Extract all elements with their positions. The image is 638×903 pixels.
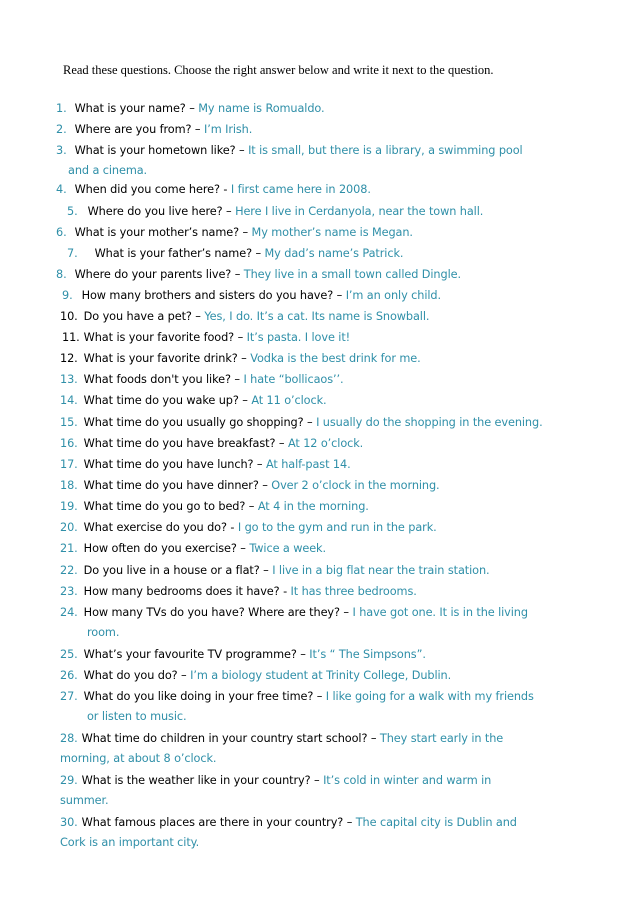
- answer-text: morning, at about 8 o’clock.: [60, 752, 217, 765]
- question-item: [60, 458, 351, 471]
- question-item: [60, 816, 517, 829]
- answer-text: I’m Irish.: [203, 123, 253, 136]
- question-number: 21.: [60, 542, 78, 555]
- question-item: [56, 226, 413, 239]
- separator: –: [307, 416, 313, 429]
- question-number: 25.: [60, 648, 78, 661]
- separator: –: [314, 774, 320, 787]
- question-number: 11.: [62, 331, 80, 344]
- question-item: [60, 690, 534, 703]
- answer-text: They live in a small town called Dingle.: [243, 268, 461, 281]
- separator: –: [181, 669, 187, 682]
- question-number: 3.: [56, 144, 67, 157]
- answer-text: I go to the gym and run in the park.: [237, 521, 437, 534]
- question-text: How many TVs do you have? Where are they?: [83, 606, 340, 619]
- question-number: 22.: [60, 564, 78, 577]
- separator: –: [242, 226, 249, 239]
- question-item: [60, 352, 421, 365]
- answer-text: I like going for a walk with my friends: [325, 690, 534, 703]
- question-number: 10.: [60, 310, 78, 323]
- separator: –: [239, 144, 245, 157]
- separator: –: [226, 205, 232, 218]
- answer-continuation: [60, 752, 216, 765]
- question-number: 12.: [60, 352, 78, 365]
- answer-text: At half-past 14.: [265, 458, 351, 471]
- question-number: 5.: [67, 205, 78, 218]
- question-item: [62, 331, 350, 344]
- question-item: [60, 542, 326, 555]
- question-item: [60, 606, 528, 619]
- question-number: 8.: [56, 268, 67, 281]
- question-text: What is your hometown like?: [74, 144, 236, 157]
- question-text: What do you do?: [83, 669, 178, 682]
- question-item: [56, 144, 523, 157]
- question-item: [62, 289, 441, 302]
- separator: –: [241, 352, 247, 365]
- instruction-text: Read these questions. Choose the right answer below and write it next to the question.: [63, 63, 494, 77]
- question-text: What is your favorite drink?: [83, 352, 238, 365]
- question-number: 27.: [60, 690, 78, 703]
- question-item: [60, 416, 543, 429]
- question-item: [60, 310, 429, 323]
- answer-continuation: [60, 794, 109, 807]
- answer-text: or listen to music.: [87, 710, 187, 723]
- answer-text: It’s “ The Simpsons”.: [309, 648, 426, 661]
- answer-text: At 11 o’clock.: [251, 394, 327, 407]
- separator: –: [189, 102, 195, 115]
- question-number: 30.: [60, 816, 78, 829]
- separator: -: [230, 521, 235, 534]
- question-item: [60, 564, 490, 577]
- question-item: [60, 774, 491, 787]
- answer-text: I usually do the shopping in the evening.: [316, 416, 543, 429]
- answer-text: My mother’s name is Megan.: [251, 226, 413, 239]
- answer-text: Here I live in Cerdanyola, near the town hall.: [235, 205, 484, 218]
- separator: -: [283, 585, 288, 598]
- question-text: Where do your parents live?: [74, 268, 232, 281]
- question-item: [60, 669, 451, 682]
- question-item: [60, 585, 417, 598]
- answer-continuation: [87, 710, 186, 723]
- separator: -: [223, 183, 228, 196]
- question-item: [60, 521, 437, 534]
- question-text: What is the weather like in your country?: [81, 774, 311, 787]
- question-number: 14.: [60, 394, 78, 407]
- answer-text: summer.: [60, 794, 109, 807]
- separator: –: [370, 732, 377, 745]
- answer-continuation: [60, 836, 199, 849]
- question-item: [60, 648, 426, 661]
- separator: –: [346, 816, 353, 829]
- question-text: What famous places are there in your country?: [81, 816, 344, 829]
- question-text: What is your mother’s name?: [74, 226, 239, 239]
- separator: –: [300, 648, 306, 661]
- question-number: 26.: [60, 669, 78, 682]
- separator: –: [262, 479, 268, 492]
- question-text: What time do you have lunch?: [83, 458, 254, 471]
- answer-text: Cork is an important city.: [60, 836, 200, 849]
- answer-text: I hate “bollicaos’’.: [243, 373, 344, 386]
- question-number: 4.: [56, 183, 67, 196]
- question-text: What is your favorite food?: [83, 331, 235, 344]
- question-text: How many bedrooms does it have?: [83, 585, 280, 598]
- question-text: What foods don't you like?: [83, 373, 231, 386]
- question-item: [67, 247, 403, 260]
- answer-text: My name is Romualdo.: [198, 102, 325, 115]
- separator: –: [343, 606, 349, 619]
- question-number: 1.: [56, 102, 67, 115]
- question-number: 23.: [60, 585, 78, 598]
- answer-text: and a cinema.: [68, 164, 148, 177]
- question-number: 6.: [56, 226, 67, 239]
- question-number: 28.: [60, 732, 78, 745]
- question-text: When did you come here?: [74, 183, 220, 196]
- separator: –: [255, 247, 262, 260]
- answer-text: It is small, but there is a library, a swimming pool: [248, 144, 523, 157]
- separator: –: [336, 289, 343, 302]
- question-text: What time do you go to bed?: [83, 500, 246, 513]
- question-number: 9.: [62, 289, 73, 302]
- answer-continuation: [87, 626, 119, 639]
- separator: –: [234, 373, 240, 386]
- answer-text: My dad’s name’s Patrick.: [264, 247, 404, 260]
- question-item: [60, 479, 440, 492]
- answer-text: I’m an only child.: [345, 289, 441, 302]
- question-text: What exercise do you do?: [83, 521, 227, 534]
- question-item: [60, 732, 503, 745]
- answer-text: Yes, I do. It’s a cat. Its name is Snowball.: [204, 310, 430, 323]
- question-text: What is your father’s name?: [94, 247, 252, 260]
- question-number: 24.: [60, 606, 78, 619]
- question-text: What’s your favourite TV programme?: [83, 648, 297, 661]
- answer-text: They start early in the: [379, 732, 504, 745]
- separator: –: [240, 542, 246, 555]
- question-text: What time do you have breakfast?: [83, 437, 276, 450]
- question-text: Where do you live here?: [87, 205, 223, 218]
- answer-text: It’s pasta. I love it!: [246, 331, 351, 344]
- question-number: 7.: [67, 247, 78, 260]
- answer-text: Vodka is the best drink for me.: [250, 352, 421, 365]
- question-item: [56, 102, 325, 115]
- answer-text: It has three bedrooms.: [290, 585, 417, 598]
- separator: –: [234, 268, 241, 281]
- separator: –: [278, 437, 285, 450]
- question-text: What time do children in your country start school?: [81, 732, 368, 745]
- answer-text: It’s cold in winter and warm in: [323, 774, 492, 787]
- answer-text: At 12 o’clock.: [287, 437, 364, 450]
- question-item: [56, 268, 461, 281]
- question-text: Do you live in a house or a flat?: [83, 564, 260, 577]
- answer-text: I have got one. It is in the living: [352, 606, 528, 619]
- separator: –: [237, 331, 244, 344]
- separator: –: [242, 394, 248, 407]
- answer-continuation: [68, 164, 147, 177]
- question-number: 20.: [60, 521, 78, 534]
- answer-text: I’m a biology student at Trinity College, Dublin.: [190, 669, 452, 682]
- question-item: [60, 373, 343, 386]
- question-text: What time do you have dinner?: [83, 479, 259, 492]
- answer-text: I first came here in 2008.: [230, 183, 371, 196]
- question-item: [60, 394, 327, 407]
- separator: –: [195, 310, 201, 323]
- question-item: [56, 123, 252, 136]
- question-number: 16.: [60, 437, 78, 450]
- question-number: 19.: [60, 500, 78, 513]
- separator: –: [194, 123, 201, 136]
- question-text: Do you have a pet?: [83, 310, 192, 323]
- answer-text: Over 2 o’clock in the morning.: [271, 479, 440, 492]
- question-number: 13.: [60, 373, 78, 386]
- answer-text: I live in a big flat near the train station.: [272, 564, 490, 577]
- answer-text: room.: [87, 626, 120, 639]
- question-item: [60, 437, 363, 450]
- separator: –: [256, 458, 263, 471]
- question-item: [56, 183, 371, 196]
- separator: –: [316, 690, 323, 703]
- question-text: How many brothers and sisters do you have?: [81, 289, 334, 302]
- question-text: What do you like doing in your free time?: [83, 690, 314, 703]
- answer-text: The capital city is Dublin and: [355, 816, 517, 829]
- answer-text: Twice a week.: [249, 542, 326, 555]
- question-number: 29.: [60, 774, 78, 787]
- answer-text: At 4 in the morning.: [257, 500, 369, 513]
- question-number: 18.: [60, 479, 78, 492]
- question-number: 15.: [60, 416, 78, 429]
- question-text: What is your name?: [74, 102, 186, 115]
- question-number: 17.: [60, 458, 78, 471]
- question-text: Where are you from?: [74, 123, 192, 136]
- separator: –: [248, 500, 255, 513]
- separator: –: [263, 564, 269, 577]
- question-item: [67, 205, 483, 218]
- question-text: What time do you wake up?: [83, 394, 239, 407]
- question-text: What time do you usually go shopping?: [83, 416, 304, 429]
- question-item: [60, 500, 369, 513]
- question-number: 2.: [56, 123, 67, 136]
- question-text: How often do you exercise?: [83, 542, 237, 555]
